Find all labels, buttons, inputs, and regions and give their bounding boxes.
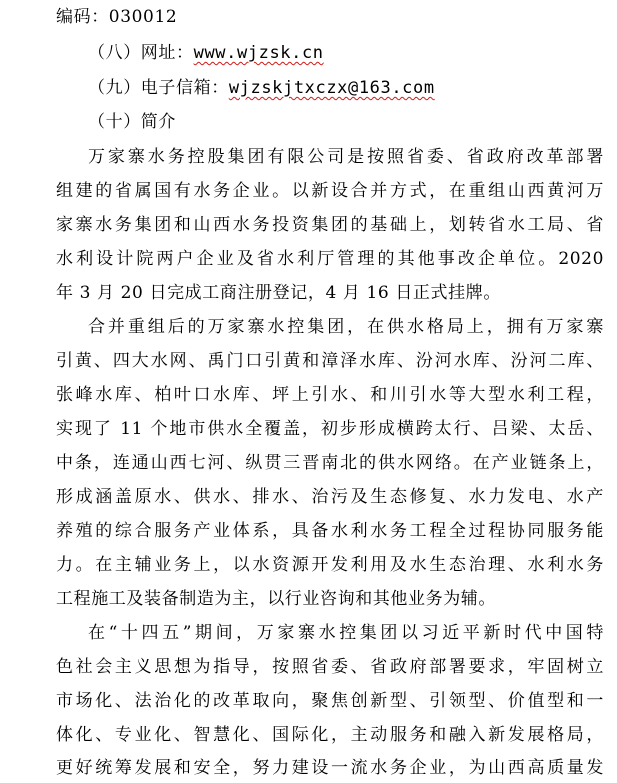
- email-line: [88, 73, 617, 103]
- postal-code-line: 编码：030012: [56, 7, 178, 27]
- paragraph-2-line-8: 力。在主辅业务上，以水资源开发利用及水生态治理、水利水务: [56, 555, 604, 575]
- email-link[interactable]: wjzskjtxczx@163.com: [228, 78, 435, 98]
- paragraph-2-line-5: 中条，连通山西七河、纵贯三晋南北的供水网络。在产业链条上，: [56, 453, 604, 473]
- paragraph-2-line-2: 引黄、四大水网、禹门口引黄和漳泽水库、汾河水库、汾河二库、: [56, 351, 604, 371]
- website-line: [88, 38, 617, 68]
- website-label: （八）网址：: [88, 43, 194, 63]
- paragraph-1-line-2: 组建的省属国有水务企业。以新设合并方式，在重组山西黄河万: [56, 181, 604, 201]
- paragraph-2-line-6: 形成涵盖原水、供水、排水、治污及生态修复、水力发电、水产: [56, 487, 604, 507]
- paragraph-2-line-4: 实现了 11 个地市供水全覆盖，初步形成横跨太行、吕梁、太岳、: [56, 419, 604, 439]
- section-title: （十）简介: [88, 112, 176, 132]
- paragraph-2-line-1: 合并重组后的万家寨水控集团，在供水格局上，拥有万家寨: [88, 317, 604, 337]
- paragraph-3-line-2: 色社会主义思想为指导，按照省委、省政府部署要求，牢固树立: [56, 657, 604, 677]
- paragraph-3-line-4: 体化、专业化、智慧化、国际化，主动服务和融入新发展格局，: [56, 725, 604, 745]
- paragraph-3-line-1: 在“十四五”期间，万家寨水控集团以习近平新时代中国特: [88, 623, 604, 643]
- email-label: （九）电子信箱：: [88, 78, 229, 98]
- paragraph-1-line-1: 万家寨水务控股集团有限公司是按照省委、省政府改革部署: [88, 147, 604, 167]
- paragraph-1-line-4: 水利设计院两户企业及省水利厅管理的其他事改企单位。2020: [56, 249, 604, 269]
- paragraph-3-line-5: 更好统筹发展和安全，努力建设一流水务企业，为山西高质量发: [56, 758, 604, 778]
- paragraph-2-line-9: 工程施工及装备制造为主，以行业咨询和其他业务为辅。: [56, 589, 496, 609]
- paragraph-2-line-7: 养殖的综合服务产业体系，具备水利水务工程全过程协同服务能: [56, 521, 604, 541]
- paragraph-1-line-3: 家寨水务集团和山西水务投资集团的基础上，划转省水工局、省: [56, 215, 604, 235]
- paragraph-2-line-3: 张峰水库、柏叶口水库、坪上引水、和川引水等大型水利工程，: [56, 385, 604, 405]
- paragraph-1-line-5: 年 3 月 20 日完成工商注册登记，4 月 16 日正式挂牌。: [56, 283, 501, 303]
- website-link[interactable]: www.wjzsk.cn: [193, 43, 324, 63]
- paragraph-3-line-3: 市场化、法治化的改革取向，聚焦创新型、引领型、价值型和一: [56, 691, 604, 711]
